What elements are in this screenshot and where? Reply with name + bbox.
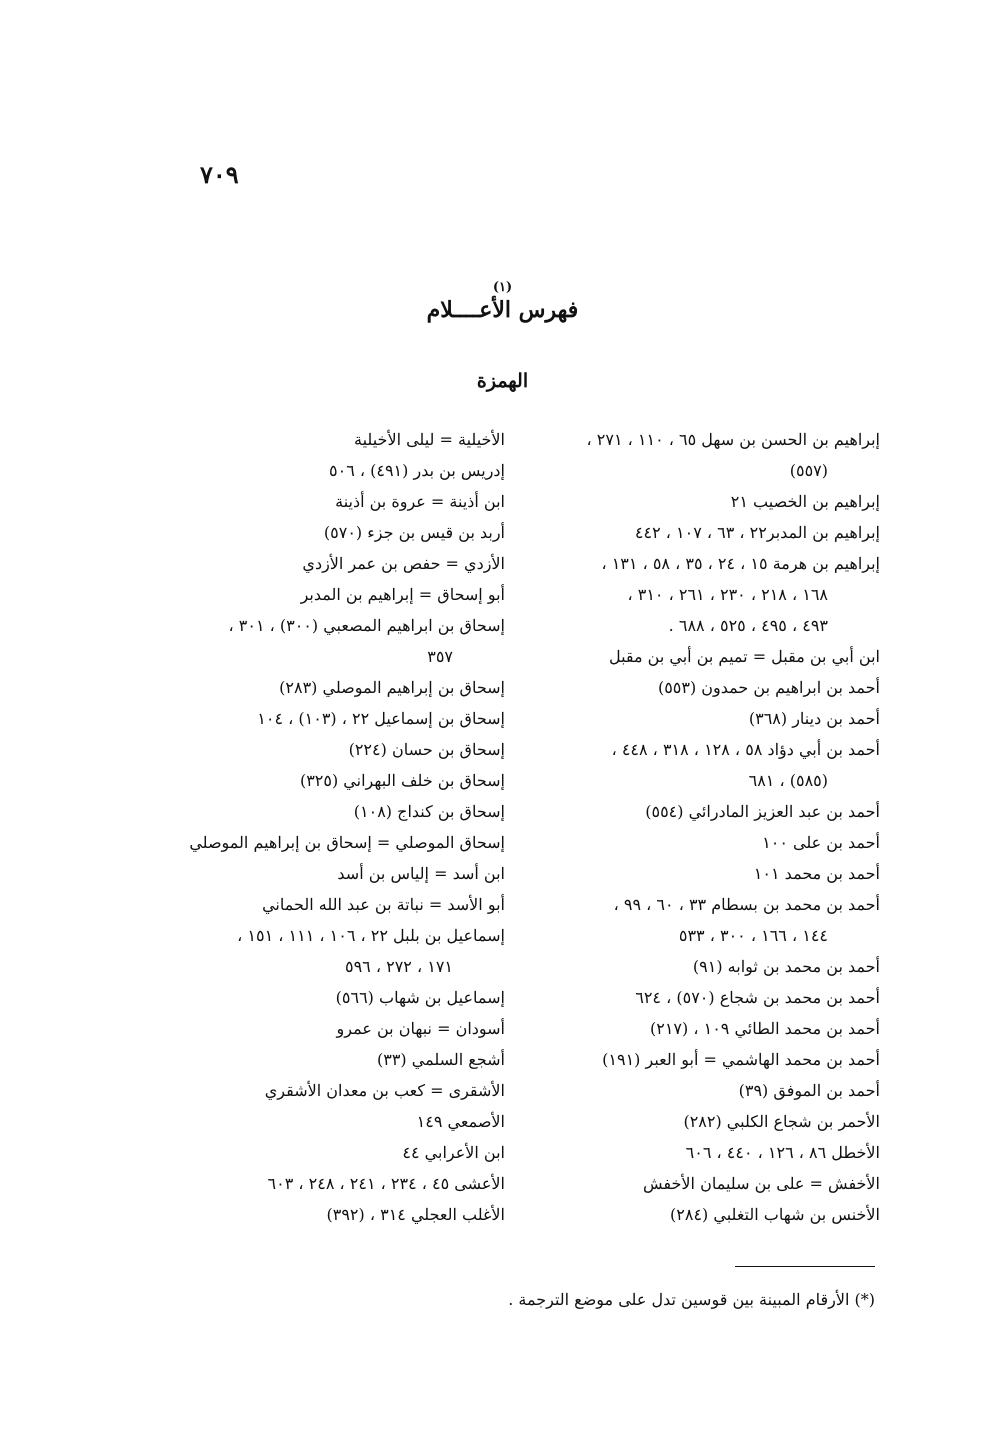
index-entry-text: ابن أبي بن مقبل = تميم بن أبي بن مقبل	[608, 647, 880, 666]
index-entry-text: الأخطل ٨٦ ، ١٢٦ ، ٤٤٠ ، ٦٠٦	[685, 1143, 880, 1162]
index-entry-text: إبراهيم بن هرمة ١٥ ، ٢٤ ، ٣٥ ، ٥٨ ، ١٣١ ،	[601, 554, 880, 573]
section-heading: الهمزة	[476, 370, 529, 392]
index-entry-text: إسحاق بن إسماعيل ٢٢ ، (١٠٣) ، ١٠٤	[257, 709, 505, 728]
index-entry-text: إبراهيم بن الخصيب ٢١	[730, 492, 880, 511]
index-entry	[170, 1199, 505, 1230]
index-entry-text: أحمد بن محمد بن شجاع (٥٧٠) ، ٦٢٤	[635, 988, 880, 1007]
index-entry	[170, 672, 505, 703]
index-column-left	[170, 424, 505, 1230]
index-entry-text: أحمد بن محمد ١٠١	[753, 864, 880, 883]
index-entry	[170, 486, 505, 517]
index-entry	[535, 1137, 880, 1168]
index-entry	[535, 796, 880, 827]
index-entry	[170, 548, 505, 579]
index-entry	[170, 517, 505, 548]
footnote: (*) الأرقام المبينة بين قوسين تدل على موضع الترجمة .	[508, 1290, 875, 1309]
index-entry	[170, 424, 505, 455]
index-entry-text: أحمد بن دينار (٣٦٨)	[748, 709, 880, 728]
index-entry-text: إبراهيم بن المدبر٢٢ ، ٦٣ ، ١٠٧ ، ٤٤٢	[634, 523, 880, 542]
index-entry	[170, 982, 505, 1013]
index-entry-text: أبو الأسد = نباتة بن عبد الله الحماني	[262, 895, 505, 914]
index-entry-text: أربد بن قيس بن جزء (٥٧٠)	[323, 523, 505, 542]
index-entry	[170, 858, 505, 889]
index-entry-text: إبراهيم بن الحسن بن سهل ٦٥ ، ١١٠ ، ٢٧١ ،	[586, 430, 880, 449]
index-entry	[170, 579, 505, 610]
index-entry	[535, 1106, 880, 1137]
index-entry	[170, 1075, 505, 1106]
index-entry	[535, 734, 880, 796]
index-entry-continuation: ٣٥٧	[427, 647, 453, 666]
index-entry-text: إسحاق بن كنداج (١٠٨)	[353, 802, 505, 821]
index-entry	[535, 672, 880, 703]
index-entry-text: أحمد بن ابراهيم بن حمدون (٥٥٣)	[657, 678, 880, 697]
index-entry-text: إسماعيل بن بلبل ٢٢ ، ١٠٦ ، ١١١ ، ١٥١ ،	[237, 926, 505, 945]
index-entry	[170, 1044, 505, 1075]
index-entry-text: إسحاق بن ابراهيم المصعبي (٣٠٠) ، ٣٠١ ،	[228, 616, 505, 635]
index-entry	[535, 548, 880, 641]
index-entry	[535, 1044, 880, 1075]
index-entry-text: أحمد بن محمد الطائي ١٠٩ ، (٢١٧)	[649, 1019, 880, 1038]
index-entry-text: أحمد بن محمد بن ثوابه (٩١)	[692, 957, 880, 976]
page-number: ٧٠٩	[200, 160, 239, 189]
index-entry	[170, 1168, 505, 1199]
footnote-divider	[735, 1266, 875, 1267]
index-entry-text: الأخنس بن شهاب التغلبي (٢٨٤)	[670, 1205, 880, 1224]
index-entry	[535, 424, 880, 486]
index-entry-text: إسحاق بن حسان (٢٢٤)	[348, 740, 505, 759]
index-entry-text: الأشقرى = كعب بن معدان الأشقري	[264, 1081, 505, 1100]
index-entry-text: أحمد بن محمد بن بسطام ٣٣ ، ٦٠ ، ٩٩ ،	[613, 895, 880, 914]
index-entry-text: الأزدي = حفص بن عمر الأزدي	[302, 554, 505, 573]
index-entry-text: الأغلب العجلي ٣١٤ ، (٣٩٢)	[326, 1205, 505, 1224]
index-column-right	[535, 424, 880, 1230]
index-entry-continuation: ١٤٤ ، ١٦٦ ، ٣٠٠ ، ٥٣٣	[678, 926, 828, 945]
index-entry-text: أشجع السلمي (٣٣)	[376, 1050, 505, 1069]
index-entry-continuation: (٥٥٧)	[789, 461, 828, 480]
index-entry-continuation: ١٦٨ ، ٢١٨ ، ٢٣٠ ، ٢٦١ ، ٣١٠ ،	[627, 585, 828, 604]
index-entry-text: إدريس بن بدر (٤٩١) ، ٥٠٦	[329, 461, 505, 480]
index-entry	[535, 1168, 880, 1199]
index-entry-text: أحمد بن محمد الهاشمي = أبو العبر (١٩١)	[602, 1050, 880, 1069]
index-entry	[170, 455, 505, 486]
index-entry-text: أحمد بن الموفق (٣٩)	[738, 1081, 880, 1100]
index-entry	[170, 734, 505, 765]
index-entry-text: الأخفش = على بن سليمان الأخفش	[643, 1174, 880, 1193]
index-entry-text: إسماعيل بن شهاب (٥٦٦)	[335, 988, 505, 1007]
index-entry-text: الأعشى ٤٥ ، ٢٣٤ ، ٢٤١ ، ٢٤٨ ، ٦٠٣	[267, 1174, 505, 1193]
title-footnote-mark: (١)	[492, 280, 513, 295]
page-title: فهرس الأعــــلام	[426, 297, 579, 323]
index-entry	[535, 858, 880, 889]
index-entry-text: أحمد بن على ١٠٠	[762, 833, 880, 852]
index-entry	[170, 827, 505, 858]
index-entry	[170, 889, 505, 920]
index-entry	[535, 1013, 880, 1044]
index-entry-text: أحمد بن أبي دؤاد ٥٨ ، ١٢٨ ، ٣١٨ ، ٤٤٨ ،	[611, 740, 880, 759]
index-entry	[535, 889, 880, 951]
index-entry	[170, 1106, 505, 1137]
index-entry-continuation: (٥٨٥) ، ٦٨١	[748, 771, 828, 790]
index-entry-continuation: ١٧١ ، ٢٧٢ ، ٥٩٦	[344, 957, 453, 976]
index-entry	[535, 827, 880, 858]
index-entry	[535, 951, 880, 982]
index-entry-text: ابن أسد = إلياس بن أسد	[337, 864, 505, 883]
index-entry	[170, 610, 505, 672]
index-entry-text: الأخيلية = ليلى الأخيلية	[354, 430, 505, 449]
index-entry	[170, 796, 505, 827]
index-entry	[170, 920, 505, 982]
index-entry	[535, 703, 880, 734]
index-entry-text: أسودان = نبهان بن عمرو	[336, 1019, 505, 1038]
index-entry-text: ابن الأعرابي ٤٤	[402, 1143, 505, 1162]
index-entry	[170, 703, 505, 734]
index-entry	[535, 486, 880, 517]
index-entry	[535, 641, 880, 672]
index-entry	[535, 1075, 880, 1106]
index-entry	[170, 1013, 505, 1044]
index-entry	[170, 765, 505, 796]
index-entry	[170, 1137, 505, 1168]
index-entry-text: أحمد بن عبد العزيز المادرائي (٥٥٤)	[645, 802, 880, 821]
index-entry-continuation: ٤٩٣ ، ٤٩٥ ، ٥٢٥ ، ٦٨٨ .	[668, 616, 828, 635]
index-entry	[535, 982, 880, 1013]
index-entry-text: الأصمعي ١٤٩	[416, 1112, 505, 1131]
index-entry-text: إسحاق الموصلي = إسحاق بن إبراهيم الموصلي	[189, 833, 505, 852]
index-entry-text: إسحاق بن إبراهيم الموصلي (٢٨٣)	[279, 678, 505, 697]
index-entry-text: إسحاق بن خلف البهراني (٣٢٥)	[299, 771, 505, 790]
index-entry	[535, 517, 880, 548]
index-entry-text: أبو إسحاق = إبراهيم بن المدبر	[300, 585, 505, 604]
index-entry	[535, 1199, 880, 1230]
title-block	[0, 280, 1005, 323]
index-entry-text: الأحمر بن شجاع الكلبي (٢٨٢)	[683, 1112, 880, 1131]
index-entry-text: ابن أذينة = عروة بن أذينة	[335, 492, 505, 511]
